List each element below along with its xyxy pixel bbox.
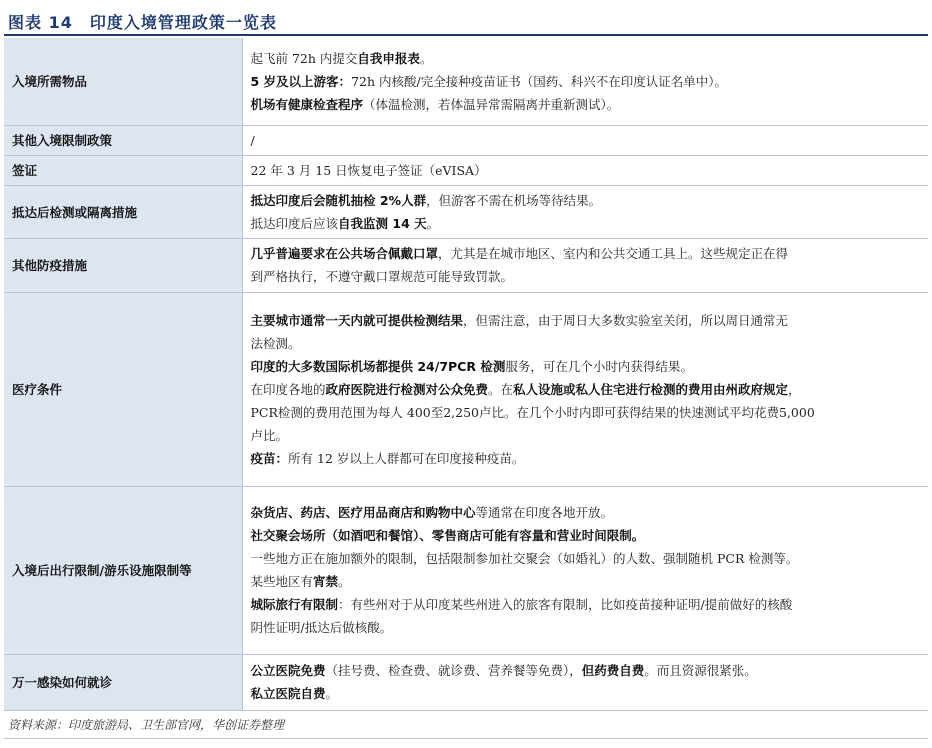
body-text: 。在	[488, 381, 514, 397]
content-line	[251, 355, 925, 378]
policy-table-body	[4, 38, 928, 710]
content-line	[251, 212, 925, 235]
body-text: /	[250, 132, 255, 148]
source-note: 资料来源：印度旅游局、卫生部官网，华创证券整理	[8, 718, 285, 732]
emphasis-text: 主要城市通常一天内就可提供检测结果	[250, 312, 464, 328]
body-text: 。	[419, 50, 433, 66]
body-text: 在印度各地的	[250, 381, 326, 397]
emphasis-text: 5 岁及以上游客：	[250, 73, 352, 89]
bottom-divider	[4, 738, 928, 739]
body-text: PCR检测的费用范围为每人 400至2,250卢比。在几个小时内即可获得结果的快速测试平均花费5,000	[250, 404, 815, 420]
row-content	[242, 38, 928, 125]
row-label: 抵达后检测或隔离措施	[4, 185, 242, 238]
body-text: 卢比。	[250, 427, 289, 443]
content-line	[251, 547, 925, 570]
body-text: 阴性证明/抵达后做核酸。	[250, 620, 393, 635]
policy-table	[4, 38, 928, 711]
table-row	[4, 238, 928, 292]
content-line	[251, 70, 925, 93]
emphasis-text: 自我申报表	[357, 50, 420, 66]
body-text: 72h 内核酸/完全接种疫苗证书（国药、科兴不在印度认证名单中）。	[351, 73, 727, 89]
emphasis-text: 社交聚会场所（如酒吧和餐馆）、零售商店可能有容量和营业时间限制。	[250, 528, 645, 543]
row-label: 医疗条件	[4, 292, 242, 486]
body-text: 服务，可在几个小时内获得结果。	[505, 358, 693, 374]
content-line	[251, 659, 925, 682]
content-line	[251, 332, 925, 355]
content-line	[251, 616, 925, 639]
body-text: ，但游客不需在机场等待结果。	[426, 192, 602, 208]
emphasis-text: 抵达印度后会随机抽检 2%人群	[250, 192, 427, 208]
body-text: 。	[426, 215, 440, 231]
emphasis-text: 机场有健康检查程序	[250, 96, 364, 112]
body-text: ：有些州对于从印度某些州进入的旅客有限制，比如疫苗接种证明/提前做好的核酸	[338, 597, 793, 612]
emphasis-text: 政府医院进行检测对公众免费	[325, 381, 489, 397]
body-text: 到严格执行，不遵守戴口罩规范可能导致罚款。	[250, 269, 514, 284]
content-line	[251, 570, 925, 593]
row-content	[242, 654, 928, 710]
table-row	[4, 38, 928, 125]
body-text: 。而且资源很紧张。	[644, 663, 757, 678]
row-label: 其他入境限制政策	[4, 125, 242, 155]
row-label: 签证	[4, 155, 242, 185]
body-text: 抵达印度后应该	[250, 215, 339, 231]
emphasis-text: 自我监测 14 天	[338, 215, 427, 231]
table-row	[4, 125, 928, 155]
table-row	[4, 185, 928, 238]
content-line	[251, 501, 925, 524]
content-line	[251, 447, 925, 470]
body-text: 起飞前 72h 内提交	[250, 50, 358, 66]
table-row	[4, 654, 928, 710]
emphasis-text: 疫苗：	[250, 450, 289, 466]
content-line	[251, 129, 925, 152]
content-line	[251, 242, 925, 265]
body-text: ，尤其是在城市地区、室内和公共交通工具上。这些规定正在得	[438, 246, 789, 261]
content-line	[251, 682, 925, 705]
body-text: 某些地区有	[250, 574, 314, 589]
body-text: （挂号费、检查费、就诊费、营养餐等免费），	[325, 663, 582, 678]
content-line	[251, 524, 925, 547]
content-line	[251, 378, 925, 401]
emphasis-text: 私立医院自费	[250, 686, 326, 701]
row-content	[242, 238, 928, 292]
content-line	[251, 593, 925, 616]
row-label: 入境所需物品	[4, 38, 242, 125]
emphasis-text: 印度的大多数国际机场都提供 24/7PCR 检测	[250, 358, 506, 374]
row-content	[242, 185, 928, 238]
emphasis-text: 私人设施或私人住宅进行检测的费用由州政府规定	[513, 381, 789, 397]
emphasis-text: 宵禁	[313, 574, 339, 589]
body-text: ，	[788, 381, 801, 397]
body-text: 所有 12 岁以上人群都可在印度接种疫苗。	[288, 450, 525, 466]
emphasis-text: 杂货店、药店、医疗用品商店和购物中心	[250, 505, 476, 520]
table-row	[4, 155, 928, 185]
content-line	[251, 189, 925, 212]
figure-title: 图表 14 印度入境管理政策一览表	[8, 13, 277, 32]
row-content	[242, 486, 928, 654]
body-text: 一些地方正在施加额外的限制，包括限制参加社交聚会（如婚礼）的人数、强制随机 PCR 检测等。	[250, 551, 799, 566]
body-text: ，但需注意，由于周日大多数实验室关闭，所以周日通常无	[463, 312, 789, 328]
body-text: 。	[325, 686, 339, 701]
content-line	[251, 424, 925, 447]
content-line	[251, 309, 925, 332]
emphasis-text: 但药费自费	[581, 663, 645, 678]
body-text: 等通常在印度各地开放。	[475, 505, 614, 520]
emphasis-text: 城际旅行有限制	[250, 597, 339, 612]
body-text: 22 年 3 月 15 日恢复电子签证（eVISA）	[250, 162, 487, 178]
emphasis-text: 几乎普遍要求在公共场合佩戴口罩	[250, 246, 439, 261]
body-text: 。	[338, 574, 351, 589]
row-content	[242, 125, 928, 155]
row-content	[242, 292, 928, 486]
content-line	[251, 265, 925, 288]
table-row	[4, 292, 928, 486]
row-label: 入境后出行限制/游乐设施限制等	[4, 486, 242, 654]
body-text: （体温检测，若体温异常需隔离并重新测试）。	[363, 96, 620, 112]
body-text: 法检测。	[250, 335, 301, 351]
table-row	[4, 486, 928, 654]
content-line	[251, 93, 925, 116]
row-content	[242, 155, 928, 185]
row-label: 万一感染如何就诊	[4, 654, 242, 710]
content-line	[251, 401, 925, 424]
figure-title-bar	[4, 6, 928, 36]
row-label: 其他防疫措施	[4, 238, 242, 292]
content-line	[251, 47, 925, 70]
emphasis-text: 公立医院免费	[250, 663, 326, 678]
content-line	[251, 159, 925, 182]
